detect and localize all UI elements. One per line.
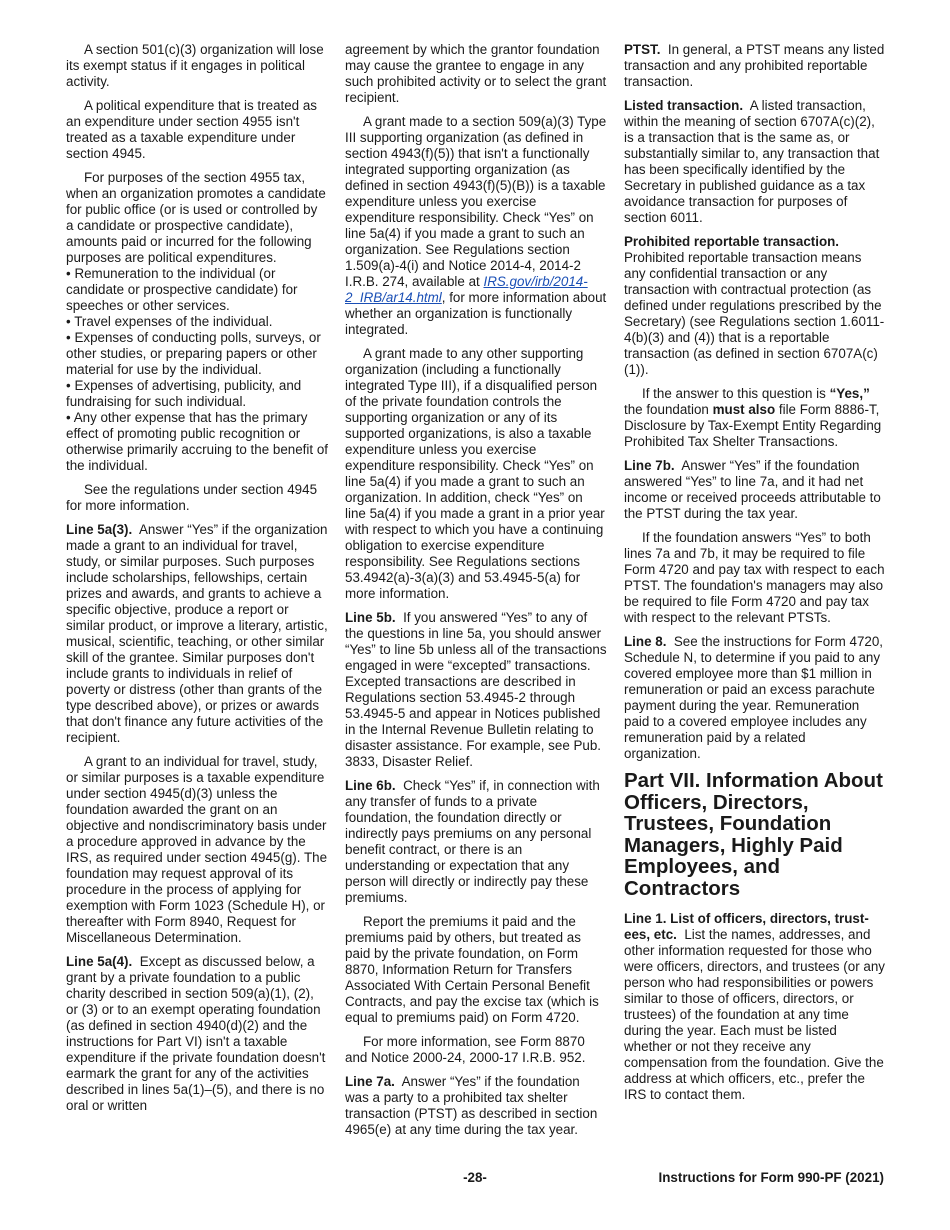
bullet-icon: • [66,410,71,425]
line-5a3-section: Line 5a(3). Answer “Yes” if the organization made a grant to an individual for travel, study, or similar purposes. Such purposes include scholarships, fellowships, certain prizes and awards, and grants to achieve a specific objective, produce a report or similar product, or improve a literary, artistic, musical, scientific, teaching, or other similar skill of the grantee. Similar purposes don't include grants to individuals in relief of poverty or distress (other than grants of the type described above), or prizes or awards that don't finance any future activities of the recipient. [66,522,328,745]
paragraph: For purposes of the section 4955 tax, when an organization promotes a candidate for public office (or is used or controlled by a candidate or prospective candidate), amounts paid or incurred for the following purposes are political expenditures. [66,170,326,265]
paragraph: For more information, see Form 8870 and Notice 2000-24, 2000-17 I.R.B. 952. [345,1034,586,1065]
line-7b-section: Line 7b. Answer “Yes” if the foundation answered “Yes” to line 7a, and it had net income or received proceeds attributable to the PTST during the tax year. [624,458,881,521]
column-left [66,42,328,1122]
bullet-item: • Remuneration to the individual (or candidate or prospective candidate) for speeches or other services. [66,266,298,313]
section-heading: PTST. [624,42,661,57]
paragraph: A political expenditure that is treated as an expenditure under section 4955 isn't treated as a taxable expenditure under section 4945. [66,98,317,161]
section-heading: Line 5a(3). [66,522,133,537]
paragraph: If the foundation answers “Yes” to both lines 7a and 7b, it may be required to file Form 4720 and pay tax with respect to each PTST. The foundation's managers may also be required to file Form 4720 and pay tax with respect to the relevant PTSTs. [624,530,885,625]
part-vii-title: Part VII. Information About Officers, Directors, Trustees, Foundation Managers, Highly Paid Employees, and Contractors [624,769,883,900]
paragraph: A grant made to any other supporting organization (including a functionally integrated Type III), if a disqualified person of the private foundation controls the supporting organization or any of its supported organizations, is also a taxable expenditure unless you exercise expenditure responsibility. Check “Yes” on line 5a(4) if you made a grant to such an organization. In addition, check “Yes” on line 5a(4) if you made a grant in a prior year with respect to which you have a continuing obligation to exercise expenditure responsibility. See Regulations sections 53.4942(a)-3(a)(3) and 53.4945-5(a) for more information. [345,346,605,601]
section-heading: Line 1. List of officers, directors, trust-ees, etc. [624,911,869,942]
line-5a4-section: Line 5a(4). Except as discussed below, a grant by a private foundation to a public charity described in section 509(a)(1), (2), or (3) or to an exempt operating foundation (as defined in section 4940(d)(2) and the instructions for Part VI) isn't a taxable expenditure if the private foundation doesn't earmark the grant for any of the activities described in lines 5a(1)–(5), and there is no oral or written [66,954,326,1113]
bullet-item: • Expenses of advertising, publicity, and fundraising for such individual. [66,378,302,409]
column-right [624,42,886,1111]
bullet-icon: • [66,266,71,281]
section-heading: Line 8. [624,634,667,649]
bullet-item: • Any other expense that has the primary effect of promoting public recognition or otherwise primarily accruing to the benefit of the individual. [66,410,328,473]
paragraph: A grant made to a section 509(a)(3) Type III supporting organization (as defined in section 4943(f)(5)) that isn't a functionally integrated supporting organization (as defined in section 4943(f)(5)(B)) is a taxable expenditure unless you exercise expenditure responsibility. Check “Yes” on line 5a(4) if you made a grant to such an organization. See Regulations section 1.509(a)-4(i) and Notice 2014-4, 2014-2 I.R.B. 274, available at IRS.gov/irb/2014-2_IRB/ar14.html, for more information about whether an organization is functionally integrated. [345,114,607,337]
irs-link[interactable]: IRS.gov/irb/2014-2_IRB/ar14.html [345,274,588,305]
listed-transaction-section: Listed transaction. A listed transaction, within the meaning of section 6707A(c)(2), is a transaction that is the same as, or substantially similar to, any transaction that has been specifically identified by the Secretary in published guidance as a tax avoidance transaction for purposes of section 6011. [624,98,880,225]
line-6b-section: Line 6b. Check “Yes” if, in connection with any transfer of funds to a private foundation, the foundation directly or indirectly pays premiums on any personal benefit contract, or there is an understanding or expectation that any person will directly or indirectly pay these premiums. [345,778,600,905]
paragraph: agreement by which the grantor foundation may cause the grantee to engage in any such prohibited activity or to select the grant recipient. [345,42,607,105]
section-heading: Line 6b. [345,778,396,793]
paragraph: If the answer to this question is “Yes,” the foundation must also file Form 8886-T, Disclosure by Tax-Exempt Entity Regarding Prohibited Tax Shelter Transactions. [624,386,882,449]
section-heading: Line 5b. [345,610,396,625]
bullet-item: • Expenses of conducting polls, surveys, or other studies, or preparing papers or other material for use by the individual. [66,330,321,377]
line-8-section: Line 8. See the instructions for Form 4720, Schedule N, to determine if you paid to any covered employee more than $1 million in remuneration or paid an excess parachute payment during the year. Remuneration paid to a covered employee includes any remuneration paid by a related organization. [624,634,884,761]
section-heading: Line 7a. [345,1074,395,1089]
bullet-icon: • [66,330,71,345]
line-5b-section: Line 5b. If you answered “Yes” to any of the questions in line 5a, you should answer “Yes” to line 5b unless all of the transactions engaged in were “excepted” transactions. Excepted transactions are described in Regulations section 53.4945-2 through 53.4945-5 and appear in Notices published in the Internal Revenue Bulletin relating to disaster assistance. For example, see Pub. 3833, Disaster Relief. [345,610,607,769]
bullet-icon: • [66,314,71,329]
bullet-icon: • [66,378,71,393]
section-heading: Prohibited reportable transaction. [624,234,840,249]
page-number: -28- [463,1170,487,1185]
document-title: Instructions for Form 990-PF (2021) [658,1170,884,1185]
section-heading: Line 5a(4). [66,954,133,969]
ptst-section: PTST. In general, a PTST means any listed transaction and any prohibited reportable transaction. [624,42,885,89]
paragraph: See the regulations under section 4945 for more information. [66,482,318,513]
paragraph: Report the premiums it paid and the premiums paid by others, but treated as paid by the private foundation, on Form 8870, Information Return for Transfers Associated With Certain Personal Benefit Contracts, and pay the excise tax (which is equal to premiums paid) on Form 4720. [345,914,599,1025]
line-7a-section: Line 7a. Answer “Yes” if the foundation was a party to a prohibited tax shelter transaction (PTST) as described in section 4965(e) at any time during the tax year. [345,1074,598,1137]
column-middle [345,42,607,1146]
bullet-item: • Travel expenses of the individual. [66,314,273,329]
paragraph: A section 501(c)(3) organization will lose its exempt status if it engages in political activity. [66,42,324,89]
line-1-section: Line 1. List of officers, directors, trust-ees, etc. List the names, addresses, and other information requested for those who were officers, directors, and trustees (or any person who had responsibilities or powers similar to those of officers, directors, or trustees) of the foundation at any time during the year. Each must be listed whether or not they receive any compensation from the foundation. Give the address at which officers, etc., prefer the IRS to contact them. [624,911,885,1102]
paragraph: A grant to an individual for travel, study, or similar purposes is a taxable expenditure under section 4945(d)(3) unless the foundation awarded the grant on an objective and nondiscriminatory basis under a procedure approved in advance by the IRS, as required under section 4945(g). The foundation may request approval of its procedure in the process of applying for exemption with Form 1023 (Schedule H), or thereafter with Form 8940, Request for Miscellaneous Determination. [66,754,328,945]
section-heading: Listed transaction. [624,98,744,113]
prohibited-reportable-section: Prohibited reportable transaction. Prohibited reportable transaction means any confidential transaction or any transaction with contractual protection (as defined under regulations prescribed by the Secretary) (see Regulations section 1.6011-4(b)(3) and (4)) that is a reportable transaction (as defined in section 6707A(c)(1)). [624,234,885,377]
section-heading: Line 7b. [624,458,675,473]
